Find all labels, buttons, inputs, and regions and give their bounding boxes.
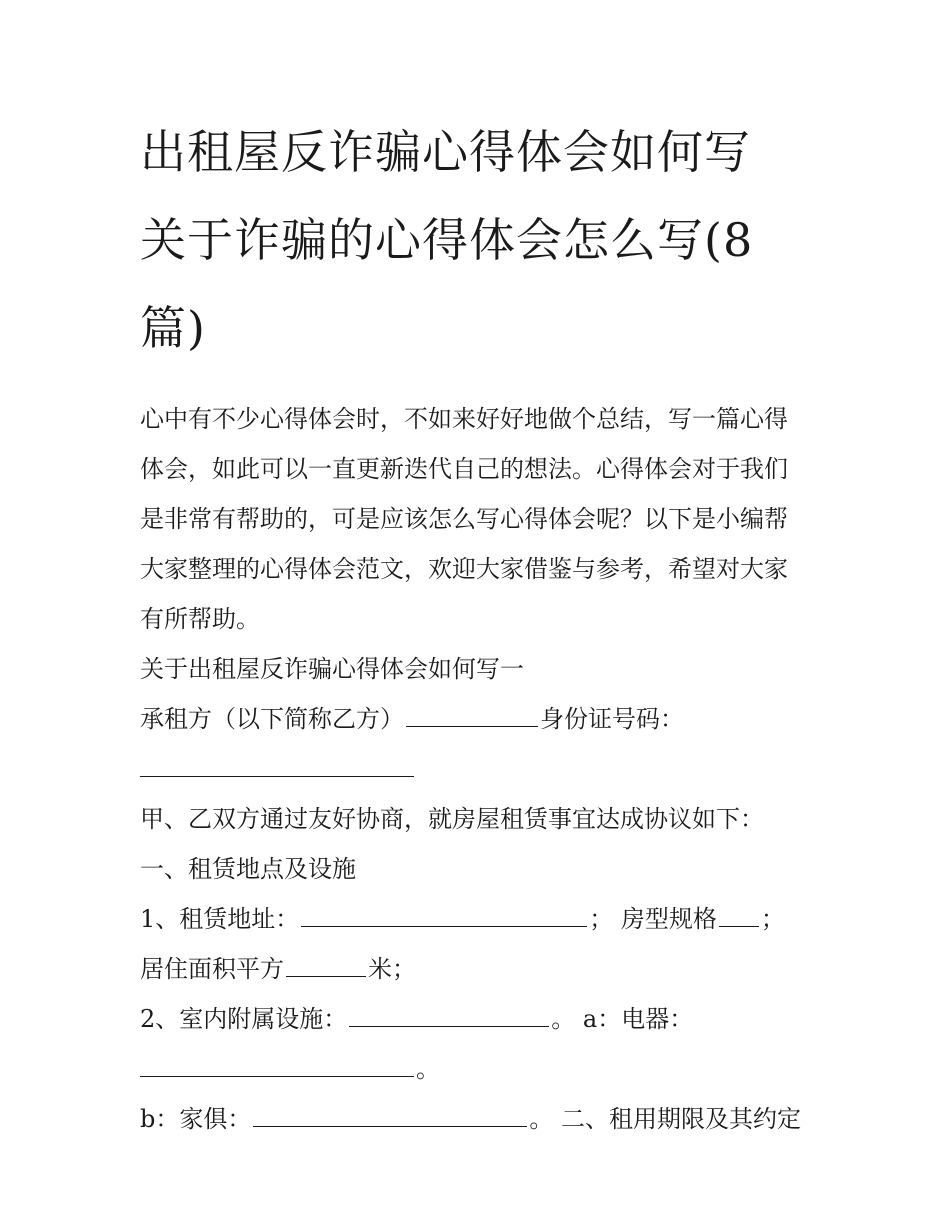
document-page (140, 108, 812, 1144)
clause-2-heading: 二、租用期限及其约定 (561, 1105, 802, 1133)
intro-line-4: 大家整理的心得体会范文，欢迎大家借鉴与参考，希望对大家 (140, 555, 788, 583)
intro-paragraph (140, 394, 812, 644)
room-type-label: 房型规格 (620, 905, 717, 933)
clause-1-heading: 一、租赁地点及设施 (140, 855, 356, 883)
item-3-line (140, 1094, 812, 1144)
appliance-blank (140, 1075, 414, 1077)
area-unit: 米； (368, 955, 416, 983)
furniture-label: b：家俱： (140, 1105, 252, 1133)
furniture-separator: 。 (529, 1105, 554, 1133)
title-line-2: 关于诈骗的心得体会怎么写(8 (140, 213, 754, 267)
furniture-blank (253, 1125, 527, 1127)
item-2-line (140, 994, 812, 1044)
room-type-end: ； (760, 905, 785, 933)
appliance-line (140, 1044, 812, 1094)
tenant-name-blank (406, 725, 538, 727)
tenant-label: 承租方（以下简称乙方） (140, 705, 404, 733)
tenant-line (140, 694, 812, 744)
appliance-end: 。 (416, 1055, 440, 1083)
address-blank (301, 925, 587, 927)
intro-line-3: 是非常有帮助的，可是应该怎么写心得体会呢？以下是小编帮 (140, 505, 788, 533)
facilities-blank (349, 1025, 549, 1027)
appliance-label: a：电器： (582, 1005, 694, 1033)
room-type-blank (719, 925, 759, 927)
id-number-label: 身份证号码： (540, 705, 684, 733)
intro-line-5: 有所帮助。 (140, 605, 260, 633)
facilities-label: 2、室内附属设施： (140, 1005, 348, 1033)
item-1-line (140, 894, 812, 944)
id-number-line (140, 744, 812, 794)
title-line-3: 篇) (140, 301, 206, 355)
area-blank (286, 975, 366, 977)
document-title (140, 108, 812, 372)
intro-line-2: 体会，如此可以一直更新迭代自己的想法。心得体会对于我们 (140, 455, 788, 483)
address-separator: ； (589, 905, 614, 933)
area-line (140, 944, 812, 994)
area-label: 居住面积平方 (140, 955, 284, 983)
intro-line-1: 心中有不少心得体会时，不如来好好地做个总结，写一篇心得 (140, 405, 788, 433)
agreement-line: 甲、乙双方通过友好协商，就房屋租赁事宜达成协议如下： (140, 805, 764, 833)
id-number-blank (140, 775, 414, 777)
facilities-separator: 。 (551, 1005, 576, 1033)
address-label: 1、租赁地址： (140, 905, 300, 933)
title-line-1: 出租屋反诈骗心得体会如何写 (140, 125, 751, 179)
section-heading: 关于出租屋反诈骗心得体会如何写一 (140, 655, 524, 683)
